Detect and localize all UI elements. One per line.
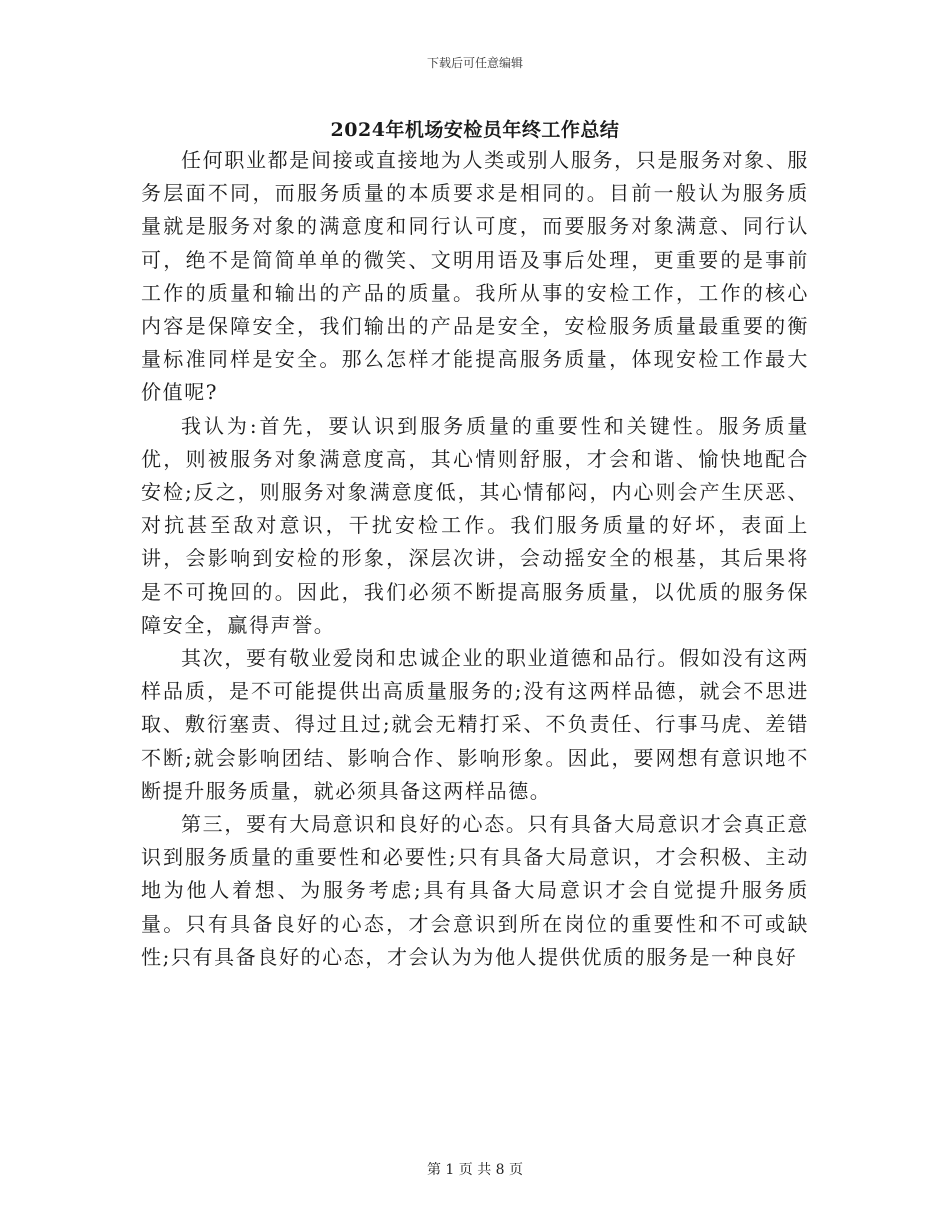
paragraph-intro: 任何职业都是间接或直接地为人类或别人服务，只是服务对象、服务层面不同，而服务质量的本质要求是相同的。目前一般认为服务质量就是服务对象的满意度和同行认可度，而要服务对象满意、同行认可，绝不是简简单单的微笑、文明用语及事后处理，更重要的是事前工作的质量和输出的产品的质量。我所从事的安检工作，工作的核心内容是保障安全，我们输出的产品是安全，安检服务质量最重要的衡量标准同样是安全。那么怎样才能提高服务质量，体现安检工作最大价值呢? — [141, 148, 809, 405]
page-number: 第 1 页 共 8 页 — [426, 1162, 524, 1178]
document-title: 2024年机场安检员年终工作总结 — [330, 119, 620, 141]
paragraph-second-point: 其次，要有敬业爱岗和忠诚企业的职业道德和品行。假如没有这两样品质，是不可能提供出高质量服务的;没有这两样品德，就会不思进取、敷衍塞责、得过且过;就会无精打采、不负责任、行事马虎、差错不断;就会影响团结、影响合作、影响形象。因此，要网想有意识地不断提升服务质量，就必须具备这两样品德。 — [141, 646, 809, 803]
header-note: 下载后可任意编辑 — [426, 56, 523, 70]
paragraph-first-point: 我认为:首先，要认识到服务质量的重要性和关键性。服务质量优，则被服务对象满意度高，其心情则舒服，才会和谐、愉快地配合安检;反之，则服务对象满意度低，其心情郁闷，内心则会产生厌恶、对抗甚至敌对意识，干扰安检工作。我们服务质量的好坏，表面上讲，会影响到安检的形象，深层次讲，会动摇安全的根基，其后果将是不可挽回的。因此，我们必须不断提高服务质量，以优质的服务保障安全，赢得声誉。 — [141, 413, 809, 637]
paragraph-third-point: 第三，要有大局意识和良好的心态。只有具备大局意识才会真正意识到服务质量的重要性和必要性;只有具备大局意识，才会积极、主动地为他人着想、为服务考虑;具有具备大局意识才会自觉提升服务质量。只有具备良好的心态，才会意识到所在岗位的重要性和不可或缺性;只有具备良好的心态，才会认为为他人提供优质的服务是一种良好 — [141, 812, 809, 969]
document-body — [141, 144, 809, 974]
